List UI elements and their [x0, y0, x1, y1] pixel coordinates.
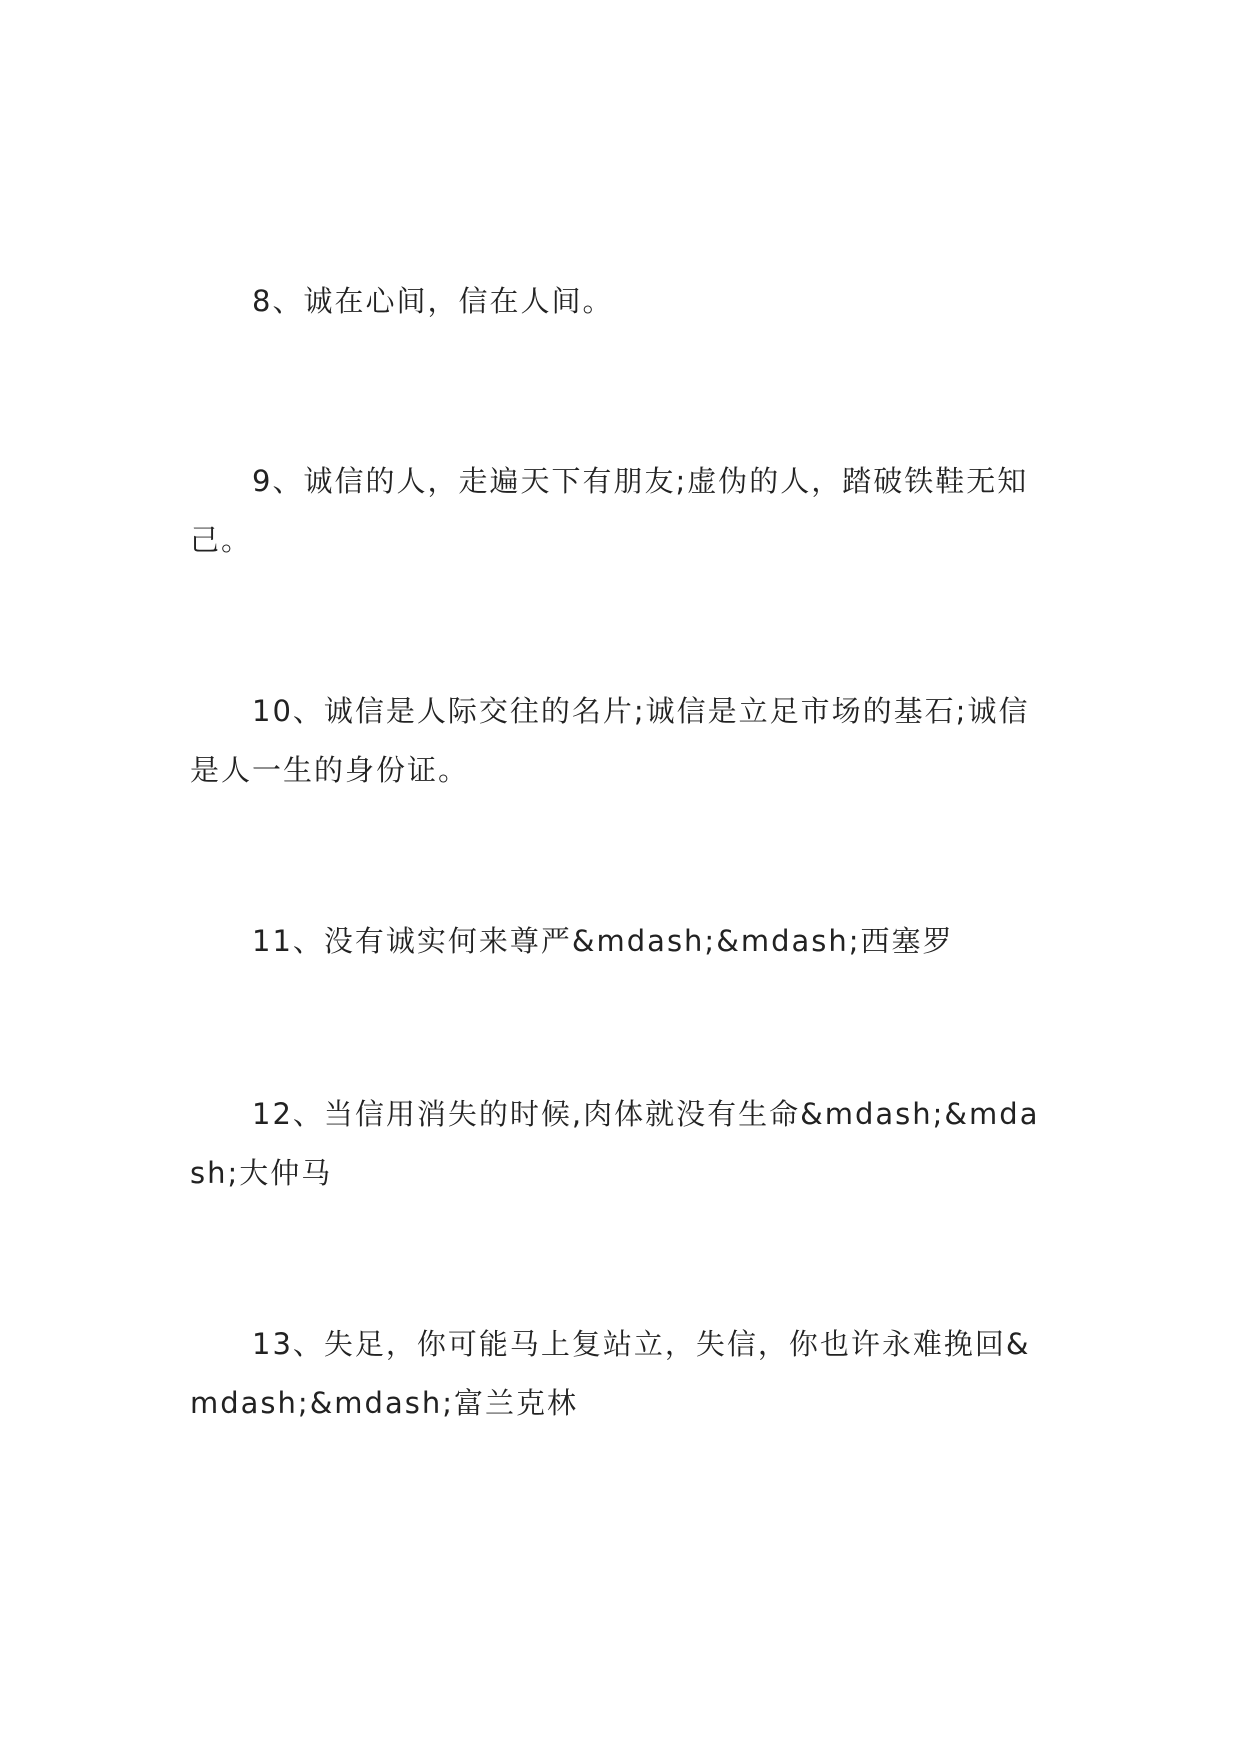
paragraph-8: 8、诚在心间，信在人间。 — [252, 284, 614, 318]
paragraph-11: 11、没有诚实何来尊严&mdash;&mdash;西塞罗 — [252, 924, 954, 958]
paragraph-9: 9、诚信的人，走遍天下有朋友;虚伪的人，踏破铁鞋无知己。 — [190, 464, 1029, 557]
paragraph-10: 10、诚信是人际交往的名片;诚信是立足市场的基石;诚信是人一生的身份证。 — [190, 694, 1030, 787]
paragraph-12: 12、当信用消失的时候,肉体就没有生命&mdash;&mdash;大仲马 — [190, 1097, 1040, 1190]
paragraph-13: 13、失足，你可能马上复站立，失信，你也许永难挽回&mdash;&mdash;富兰克林 — [190, 1327, 1031, 1420]
